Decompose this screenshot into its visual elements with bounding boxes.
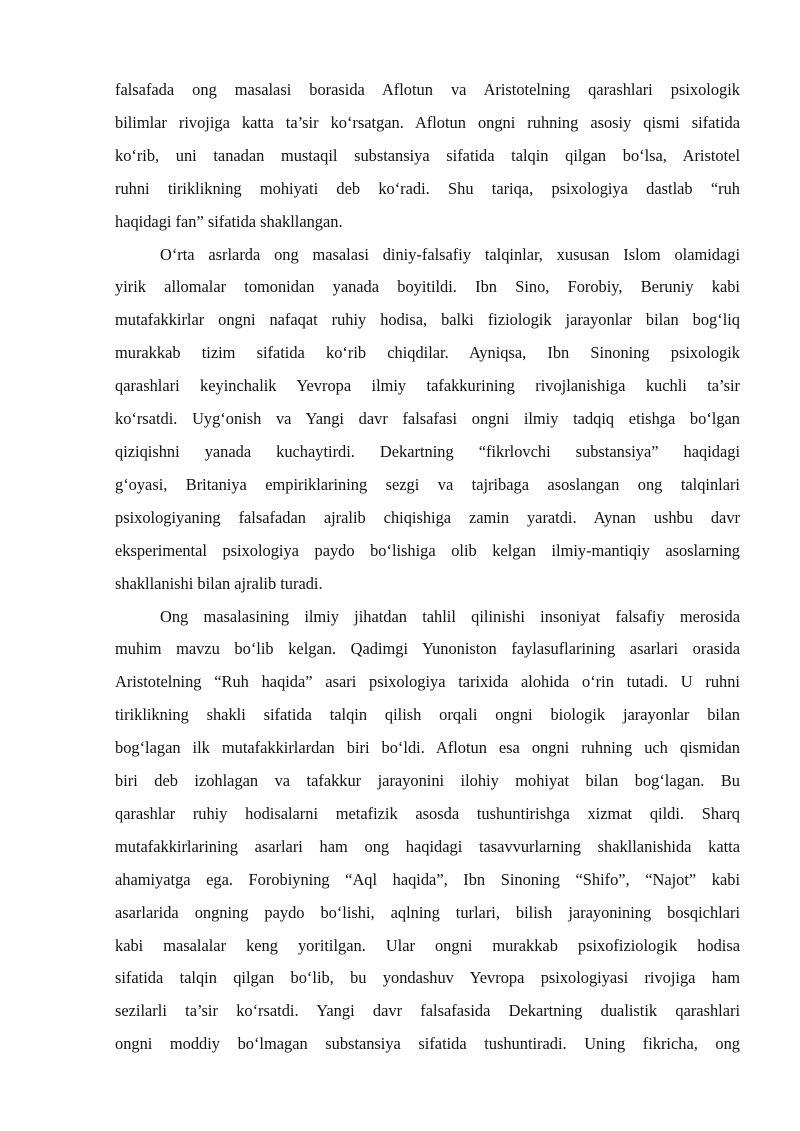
text-line: qarashlar ruhiy hodisalarni metafizik asosda tushuntirishga xizmat qildi. Sharq bbox=[115, 803, 740, 823]
text-line: asarlarida ongning paydo bo‘lishi, aqlning turlari, bilish jarayonining bosqichlari bbox=[115, 902, 740, 922]
text-line: murakkab tizim sifatida ko‘rib chiqdilar. Ayniqsa, Ibn Sinoning psixologik bbox=[115, 343, 740, 363]
text-line: g‘oyasi, Britaniya empiriklarining sezgi va tajribaga asoslangan ong talqinlari bbox=[115, 474, 740, 494]
text-line: bilimlar rivojiga katta ta’sir ko‘rsatgan. Aflotun ongni ruhning asosiy qismi sifatida bbox=[115, 112, 740, 132]
text-line: qiziqishni yanada kuchaytirdi. Dekartning “fikrlovchi substansiya” haqidagi bbox=[115, 441, 740, 461]
text-line: muhim mavzu bo‘lib kelgan. Qadimgi Yunoniston faylasuflarining asarlari orasida bbox=[115, 639, 740, 659]
text-line: falsafada ong masalasi borasida Aflotun va Aristotelning qarashlari psixologik bbox=[115, 80, 740, 99]
text-line: ahamiyatga ega. Forobiyning “Aql haqida”, Ibn Sinoning “Shifo”, “Najot” kabi bbox=[115, 869, 740, 889]
text-line: haqidagi fan” sifatida shakllangan. bbox=[115, 211, 343, 231]
text-line: O‘rta asrlarda ong masalasi diniy-falsafiy talqinlar, xususan Islom olamidagi bbox=[160, 244, 740, 264]
paragraph-3 bbox=[115, 601, 740, 1062]
text-line: ongni moddiy bo‘lmagan substansiya sifatida tushuntiradi. Uning fikricha, ong bbox=[115, 1034, 740, 1054]
text-line: sifatida talqin qilgan bo‘lib, bu yondashuv Yevropa psixologiyasi rivojiga ham bbox=[115, 968, 740, 988]
text-line: psixologiyaning falsafadan ajralib chiqishiga zamin yaratdi. Aynan ushbu davr bbox=[115, 507, 740, 527]
text-line: kabi masalalar keng yoritilgan. Ular ongni murakkab psixofiziologik hodisa bbox=[115, 935, 740, 955]
paragraph-1 bbox=[115, 74, 740, 239]
text-line: mutafakkirlarining asarlari ham ong haqidagi tasavvurlarning shakllanishida katta bbox=[115, 836, 740, 856]
text-line: qarashlari keyinchalik Yevropa ilmiy tafakkurining rivojlanishiga kuchli ta’sir bbox=[115, 376, 740, 396]
document-page bbox=[115, 74, 740, 1061]
text-line: ko‘rib, uni tanadan mustaqil substansiya sifatida talqin qilgan bo‘lsa, Aristotel bbox=[115, 145, 740, 165]
text-line: ko‘rsatdi. Uyg‘onish va Yangi davr falsafasi ongni ilmiy tadqiq etishga bo‘lgan bbox=[115, 409, 740, 429]
text-line: shakllanishi bilan ajralib turadi. bbox=[115, 573, 323, 593]
text-line: ruhni tiriklikning mohiyati deb ko‘radi. Shu tariqa, psixologiya dastlab “ruh bbox=[115, 178, 740, 198]
text-line: tiriklikning shakli sifatida talqin qilish orqali ongni biologik jarayonlar bilan bbox=[115, 705, 740, 725]
text-line: bog‘lagan ilk mutafakkirlardan biri bo‘ldi. Aflotun esa ongni ruhning uch qismidan bbox=[115, 738, 740, 758]
text-line: mutafakkirlar ongni nafaqat ruhiy hodisa, balki fiziologik jarayonlar bilan bog‘liq bbox=[115, 310, 740, 330]
paragraph-2 bbox=[115, 239, 740, 601]
text-line: Aristotelning “Ruh haqida” asari psixologiya tarixida alohida o‘rin tutadi. U ruhni bbox=[115, 672, 740, 692]
text-line: sezilarli ta’sir ko‘rsatdi. Yangi davr falsafasida Dekartning dualistik qarashlari bbox=[115, 1001, 740, 1021]
text-line: biri deb izohlagan va tafakkur jarayonini ilohiy mohiyat bilan bog‘lagan. Bu bbox=[115, 771, 740, 791]
text-line: yirik allomalar tomonidan yanada boyitildi. Ibn Sino, Forobiy, Beruniy kabi bbox=[115, 277, 740, 297]
text-line: Ong masalasining ilmiy jihatdan tahlil qilinishi insoniyat falsafiy merosida bbox=[160, 606, 740, 626]
text-line: eksperimental psixologiya paydo bo‘lishiga olib kelgan ilmiy-mantiqiy asoslarning bbox=[115, 540, 740, 560]
